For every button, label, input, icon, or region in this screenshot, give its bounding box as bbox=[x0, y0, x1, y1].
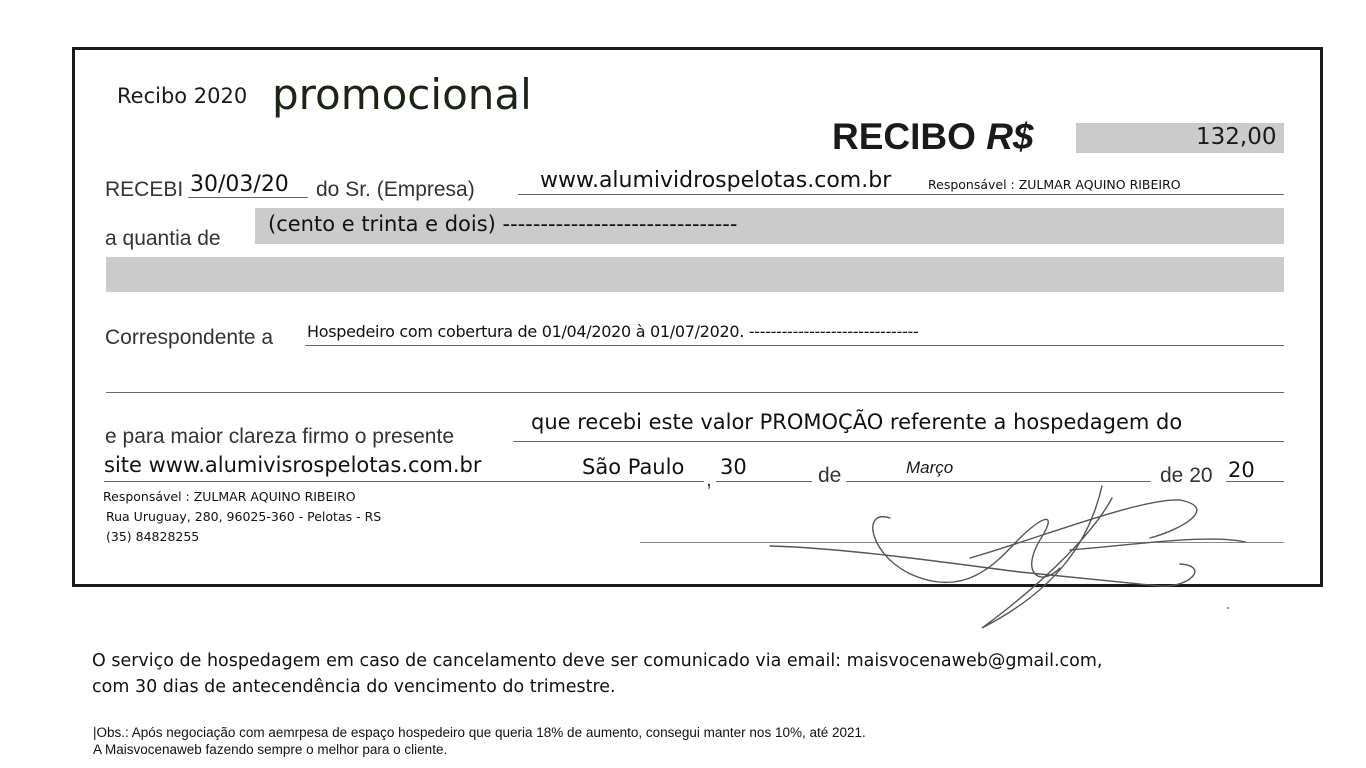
month: Março bbox=[906, 458, 954, 477]
quantia-extra-box bbox=[106, 257, 1284, 292]
signature bbox=[740, 478, 1260, 638]
issuer-address: Rua Uruguay, 280, 96025-360 - Pelotas - RS bbox=[106, 509, 382, 524]
site-line: site www.alumivisrospelotas.com.br bbox=[104, 453, 482, 477]
blank-line bbox=[106, 392, 1284, 393]
year-value: 20 bbox=[1228, 458, 1255, 482]
recebi-date-line bbox=[188, 197, 308, 198]
clareza-label: e para maior clareza firmo o presente bbox=[105, 425, 454, 448]
receipt-caption: Recibo 2020 bbox=[117, 84, 248, 108]
obs-line1: |Obs.: Após negociação com aemrpesa de espaço hospedeiro que queria 18% de aumento, consegui manter nos 10%, até 2021. bbox=[93, 725, 866, 740]
receipt-title-prefix: RECIBO bbox=[832, 116, 976, 157]
recebi-label: RECEBI bbox=[105, 178, 184, 201]
issuer-phone: (35) 84828255 bbox=[106, 529, 200, 544]
site-underline bbox=[104, 481, 704, 482]
corresp-line bbox=[305, 345, 1284, 346]
clareza-line bbox=[513, 441, 1284, 442]
clareza-value: que recebi este valor PROMOÇÃO referente a hospedagem do bbox=[531, 410, 1183, 434]
corresp-value: Hospedeiro com cobertura de 01/04/2020 à 01/07/2020. ------------------------------- bbox=[307, 322, 919, 341]
company-site: www.alumividrospelotas.com.br bbox=[540, 168, 892, 193]
comma: , bbox=[706, 468, 712, 491]
from-label: do Sr. (Empresa) bbox=[316, 178, 475, 201]
company-line bbox=[518, 194, 1284, 195]
issuer-responsible: Responsável : ZULMAR AQUINO RIBEIRO bbox=[103, 489, 356, 504]
receipt-title bbox=[832, 116, 1034, 158]
cancellation-notice-line2: com 30 dias de antecendência do vencimento do trimestre. bbox=[92, 677, 616, 697]
de-label: de bbox=[818, 464, 842, 487]
day: 30 bbox=[720, 455, 747, 479]
obs-line2: A Maisvocenaweb fazendo sempre o melhor para o cliente. bbox=[93, 742, 448, 757]
cancellation-notice-line1: O serviço de hospedagem em caso de cancelamento deve ser comunicado via email: maisvocenaweb@gmail.com, bbox=[92, 651, 1103, 671]
quantia-label: a quantia de bbox=[105, 227, 221, 250]
corresp-label: Correspondente a bbox=[105, 326, 274, 349]
company-responsible: Responsável : ZULMAR AQUINO RIBEIRO bbox=[928, 177, 1181, 192]
city: São Paulo bbox=[582, 455, 685, 479]
promo-label: promocional bbox=[272, 70, 532, 119]
year-label: de 20 bbox=[1160, 464, 1213, 487]
quantia-value: (cento e trinta e dois) ------------------------------- bbox=[268, 212, 738, 236]
amount-value: 132,00 bbox=[1196, 124, 1277, 150]
recebi-date: 30/03/20 bbox=[190, 172, 289, 197]
receipt-title-currency: R$ bbox=[986, 116, 1034, 157]
